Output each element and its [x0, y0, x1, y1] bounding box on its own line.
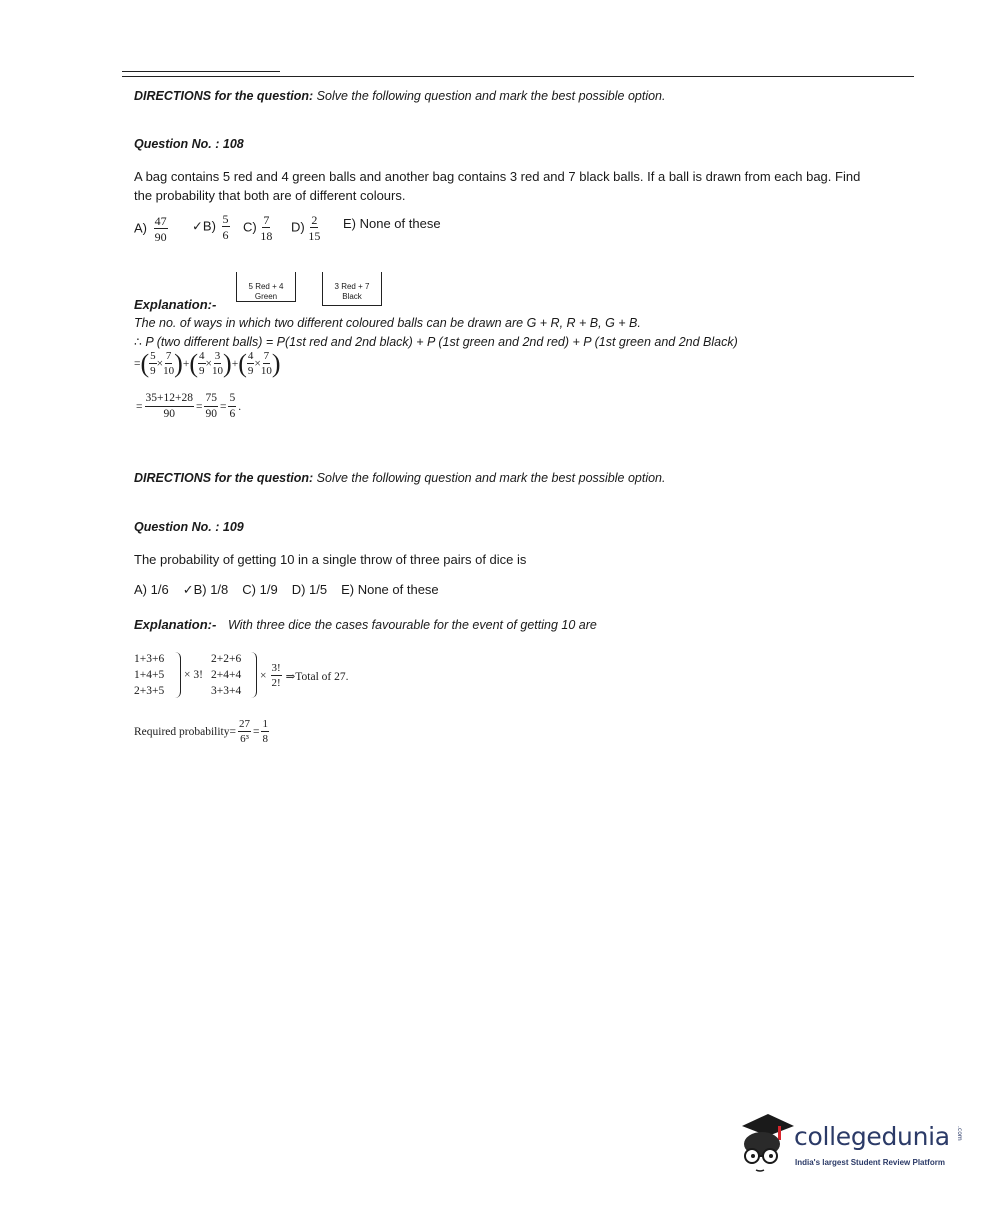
option-e-109[interactable]: E) None of these: [341, 582, 439, 597]
question-text-108: [134, 167, 914, 205]
bag1-box: 5 Red + 4 Green: [236, 272, 296, 302]
logo-wordmark: collegedunia: [794, 1122, 950, 1151]
result-frac3: $\frac{5}{6}$: [229, 392, 236, 420]
option-c-108[interactable]: C) $\frac{7}{18}$: [243, 213, 273, 243]
graduate-mascot-icon: [738, 1108, 796, 1176]
option-b-108[interactable]: ✓B) $\frac{5}{6}$: [192, 212, 229, 242]
question-text-line1: A bag contains 5 red and 4 green balls and another bag contains 3 red and 7 black balls. If a ball is drawn from each bag. Find: [134, 169, 861, 184]
option-d-108[interactable]: D) $\frac{2}{15}$: [291, 213, 321, 243]
option-a-fraction: $\frac{47}{90}$: [154, 214, 167, 244]
directions-text: Solve the following question and mark the best possible option.: [316, 89, 666, 103]
checkmark-icon: ✓: [182, 582, 194, 597]
question-text-line2: the probability that both are of different colours.: [134, 188, 406, 203]
answer-frac: $\frac{1}{8}$: [262, 718, 268, 745]
right-cases: 2+2+6 2+4+4 3+3+4: [211, 653, 242, 697]
option-c-fraction: $\frac{7}{18}$: [260, 213, 273, 243]
result-frac2: $\frac{75}{90}$: [205, 392, 217, 420]
calc-result-line: = $\frac{35+12+28}{90}$ = $\frac{75}{90}$ = $\frac{5}{6}$ .: [136, 392, 242, 420]
header-long-rule: [122, 76, 914, 77]
logo-tagline: India's largest Student Review Platform: [795, 1158, 945, 1167]
option-c-109[interactable]: C) 1/9: [242, 582, 278, 597]
explanation-line2-108: ∴ P (two different balls) = P(1st red and 2nd black) + P (1st green and 2nd red) + P (1st green and 2nd Black): [134, 335, 738, 349]
required-frac: $\frac{27}{\text{6³}}$: [238, 718, 250, 745]
explanation-109: [134, 617, 597, 632]
question-number-109: Question No. : 109: [134, 520, 244, 534]
header-short-rule: [122, 71, 280, 72]
options-109: [134, 580, 439, 599]
option-b-109[interactable]: ✓B) 1/8: [182, 582, 229, 597]
bag2-box: 3 Red + 7 Black: [322, 272, 382, 306]
option-e-108[interactable]: E) None of these: [343, 216, 441, 231]
left-brace: [174, 652, 181, 698]
term3-frac2: $\frac{7}{10}$: [260, 350, 272, 377]
explanation-line1-108: The no. of ways in which two different coloured balls can be drawn are G + R, R + B, G + B.: [134, 316, 641, 330]
directions-108: [134, 89, 665, 103]
factorial-frac: $\frac{3!}{2!}$: [271, 662, 281, 689]
explanation-label-108: Explanation:-: [134, 297, 217, 312]
explanation-label-109: Explanation:-: [134, 617, 217, 632]
option-a-108[interactable]: A) $\frac{47}{90}$: [134, 214, 167, 244]
directions-prefix: DIRECTIONS for the question:: [134, 89, 314, 103]
directions-prefix: DIRECTIONS for the question:: [134, 471, 314, 485]
right-brace: [250, 652, 257, 698]
left-cases: 1+3+6 1+4+5 2+3+5: [134, 653, 165, 697]
term1-frac1: $\frac{5}{9}$: [150, 350, 156, 377]
term2-frac2: $\frac{3}{10}$: [212, 350, 224, 377]
option-b-fraction: $\frac{5}{6}$: [222, 212, 229, 242]
dice-total-line: × $\frac{3!}{2!}$ ⇒Total of 27.: [260, 662, 349, 689]
logo-suffix: .com: [956, 1126, 963, 1141]
explanation-text-109: With three dice the cases favourable for the event of getting 10 are: [227, 618, 597, 632]
mult-3-factorial: × 3!: [184, 669, 203, 681]
question-text-109: The probability of getting 10 in a single throw of three pairs of dice is: [134, 552, 527, 567]
directions-text: Solve the following question and mark the best possible option.: [316, 471, 666, 485]
option-d-fraction: $\frac{2}{15}$: [308, 213, 321, 243]
result-frac1: $\frac{35+12+28}{90}$: [145, 392, 193, 420]
term1-frac2: $\frac{7}{10}$: [163, 350, 175, 377]
option-d-109[interactable]: D) 1/5: [291, 582, 328, 597]
checkmark-icon: ✓: [192, 218, 203, 234]
collegedunia-logo[interactable]: [738, 1108, 968, 1178]
calc-sum-line: = ( $\frac{5}{9}$ × $\frac{7}{10}$ ) + ( $\frac{4}{9}$ × $\frac{3}{10}$ ) + ( $\frac{4}{9}$ × $\frac{7}{10}$ ): [134, 349, 281, 378]
term2-frac1: $\frac{4}{9}$: [199, 350, 205, 377]
directions-109: [134, 471, 665, 485]
required-probability-line: Required probability= $\frac{27}{\text{6³}}$ = $\frac{1}{8}$: [134, 718, 268, 745]
term3-frac1: $\frac{4}{9}$: [247, 350, 254, 377]
option-a-109[interactable]: A) 1/6: [134, 582, 169, 597]
question-number-108: Question No. : 108: [134, 137, 244, 151]
